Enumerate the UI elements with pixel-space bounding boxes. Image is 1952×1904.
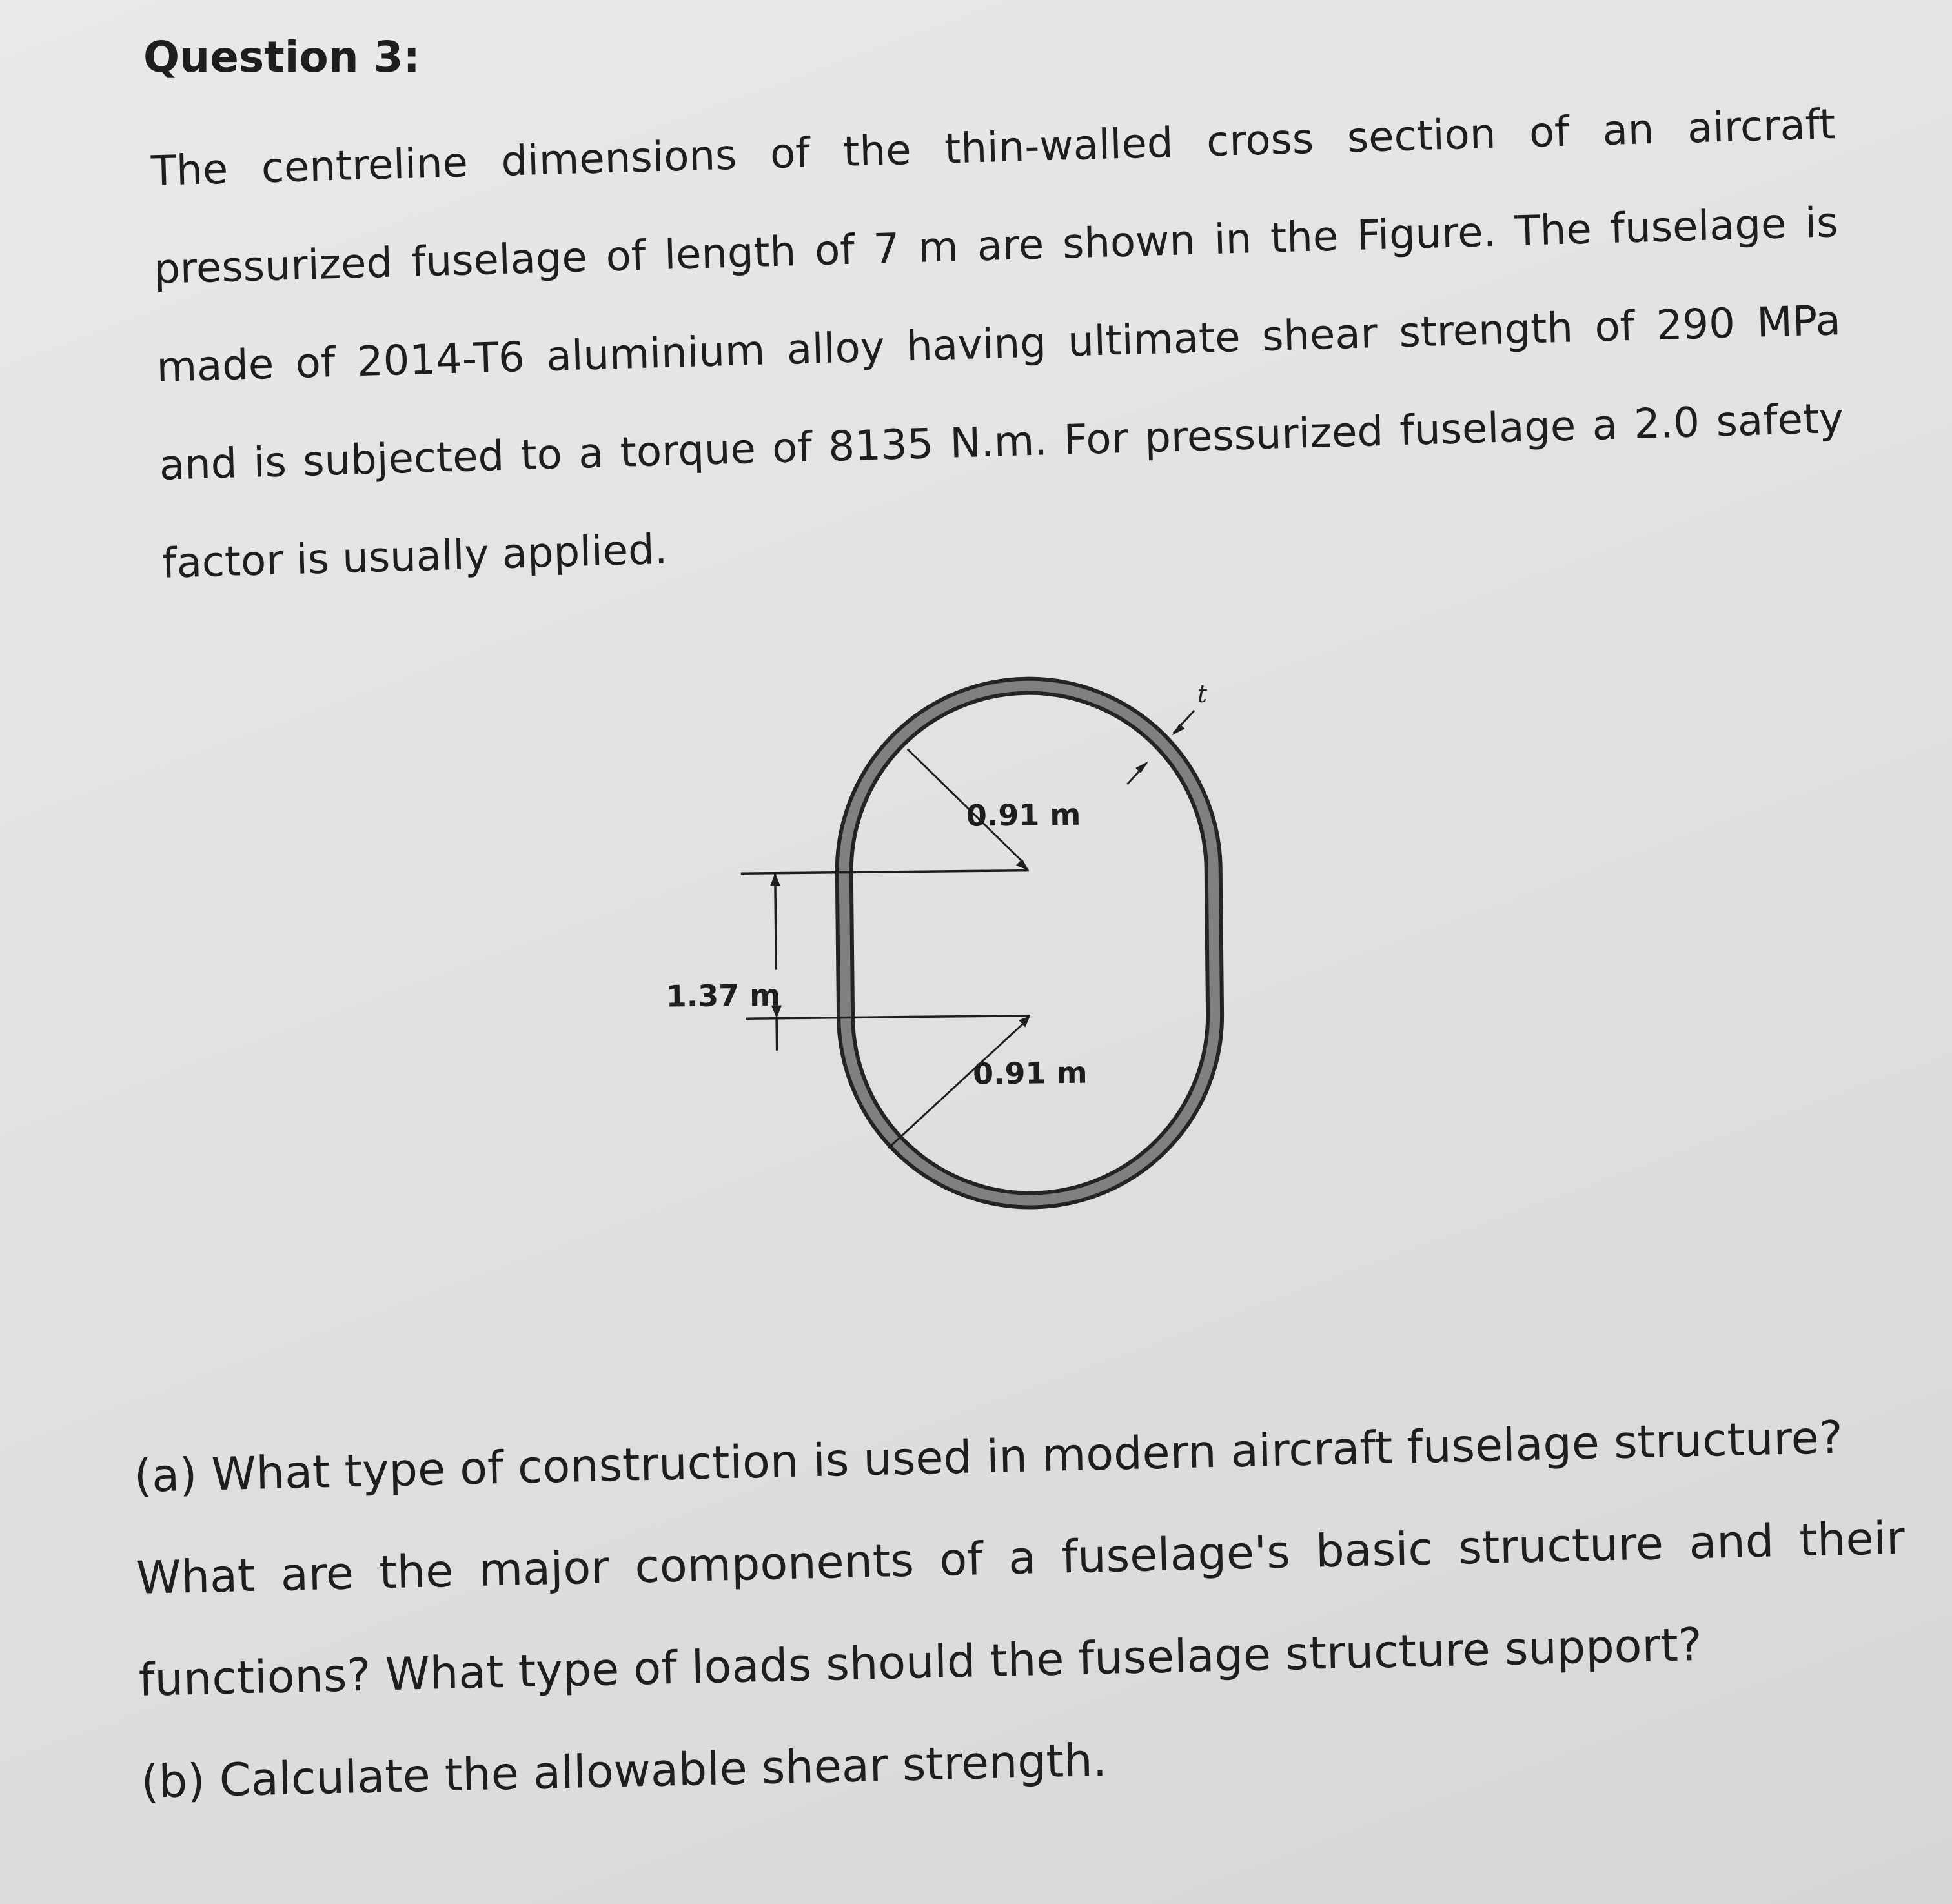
thickness-arrowhead-inner [1135,762,1148,773]
thickness-label: t [1197,679,1208,708]
problem-statement [150,76,1847,613]
problem-line: made of 2014-T6 aluminium alloy having ultimate shear strength of 290 MPa [156,296,1842,392]
fuselage-wall [842,684,1217,1202]
top-radius-arrowhead [1016,859,1029,871]
problem-line: The centreline dimensions of the thin-walled cross section of an aircraft [150,101,1836,196]
fuselage-cross-section-figure [629,668,1256,1352]
lower-extension-line [746,1016,1030,1019]
problem-line: pressurized fuselage of length of 7 m are shown in the Figure. The fuselage is [153,199,1839,294]
part-a-line: (a) What type of construction is used in modern aircraft fuselage structure? [133,1410,1844,1503]
part-a-line: functions? What type of loads should the fuselage structure support? [138,1617,1703,1707]
part-b-line: (b) Calculate the allowable shear strength. [140,1733,1108,1808]
thickness-arrowhead-outer [1172,724,1184,735]
bottom-radius-label: 0.91 m [972,1055,1088,1091]
question-parts [133,1385,1911,1833]
height-dimension-line-upper [775,873,777,970]
question-heading: Question 3: [143,32,420,82]
part-a-line: What are the major components of a fuselage's basic structure and their [136,1511,1906,1605]
upper-extension-line [741,871,1029,874]
fuselage-wall-fill [842,684,1217,1202]
height-arrowhead-top [770,873,780,886]
top-radius-label: 0.91 m [966,796,1081,833]
problem-line: factor is usually applied. [161,525,668,588]
straight-length-label: 1.37 m [666,977,781,1014]
problem-line: and is subjected to a torque of 8135 N.m. For pressurized fuselage a 2.0 safety [158,394,1844,490]
fuselage-diagram [629,668,1256,1352]
